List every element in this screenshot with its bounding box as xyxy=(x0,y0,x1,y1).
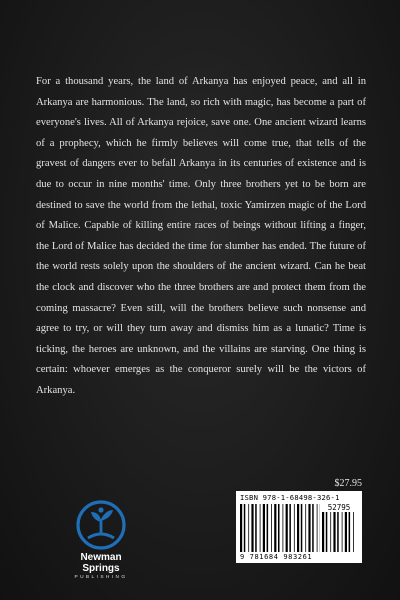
barcode-bar xyxy=(353,512,354,552)
barcode-bar xyxy=(322,512,324,552)
barcode-bar xyxy=(317,504,318,552)
ean-barcode-bars xyxy=(240,504,320,552)
barcode-bar xyxy=(308,504,310,552)
barcode-bar xyxy=(248,504,249,552)
publisher-logo xyxy=(62,500,140,584)
barcode-bar xyxy=(244,504,246,552)
barcode-bar xyxy=(294,504,295,552)
barcode-bar xyxy=(312,504,314,552)
barcode-bar xyxy=(333,512,335,552)
barcode-bar xyxy=(260,504,261,552)
barcode-bar xyxy=(283,504,284,552)
barcode-bar xyxy=(278,504,280,552)
barcode-bar xyxy=(271,504,272,552)
price-label: $27.95 xyxy=(334,478,362,489)
publisher-name: Newman Springs xyxy=(80,552,122,574)
barcode-bar xyxy=(240,504,242,552)
barcode-bar xyxy=(326,512,328,552)
book-blurb: For a thousand years, the land of Arkanya has enjoyed peace, and all in Arkanya are harmonious. The land, so rich with magic, has become a part of everyone's lives. All of Arkanya rejoice, save one. One ancient wizard learns of a prophecy, which he firmly believes will come true, that tells of the gravest of dangers ever to befall Arkanya in its centuries of existence and is due to occur in nine months' time. Only three brothers yet to be born are destined to save the world from the lethal, toxic Yamirzen magic of the Lord of Malice. Capable of killing entire races of beings without lifting a finger, the Lord of Malice has decided the time for slumber has ended. The future of the world rests solely upon the shoulders of the ancient wizard. Can he beat the clock and discover who the three brothers are and protect them from the coming massacre? Even still, will the brothers believe such nonsense and agree to try, or will they turn away and dismiss him as a lunatic? Time is ticking, the heroes are unknown, and the villains are starving. One thing is certain: whoever emerges as the conqueror surely will be the victors of Arkanya. xyxy=(36,76,366,396)
ean-digits: 9 781684 983261 xyxy=(240,553,313,561)
publisher-sub: PUBLISHING xyxy=(74,575,128,580)
barcode-bar xyxy=(342,512,343,552)
barcode-bar xyxy=(255,504,257,552)
barcode-bar xyxy=(286,504,288,552)
barcode-bar xyxy=(251,504,253,552)
barcode-bar xyxy=(297,504,299,552)
barcode-bar xyxy=(267,504,269,552)
barcode-bar xyxy=(274,504,276,552)
barcode-bar xyxy=(337,512,339,552)
barcode-bar xyxy=(345,512,347,552)
barcode-bar xyxy=(263,504,265,552)
sprout-in-circle-icon xyxy=(76,500,126,550)
barcode-bar xyxy=(305,504,306,552)
barcode-bar xyxy=(301,504,303,552)
barcode-bar xyxy=(349,512,351,552)
isbn-text: ISBN 978-1-68498-326-1 xyxy=(240,493,340,502)
barcode-bar xyxy=(330,512,331,552)
addon-code: 52795 xyxy=(327,503,351,512)
barcode-bar xyxy=(289,504,291,552)
isbn-barcode xyxy=(236,491,362,563)
addon-barcode-bars xyxy=(322,512,356,552)
